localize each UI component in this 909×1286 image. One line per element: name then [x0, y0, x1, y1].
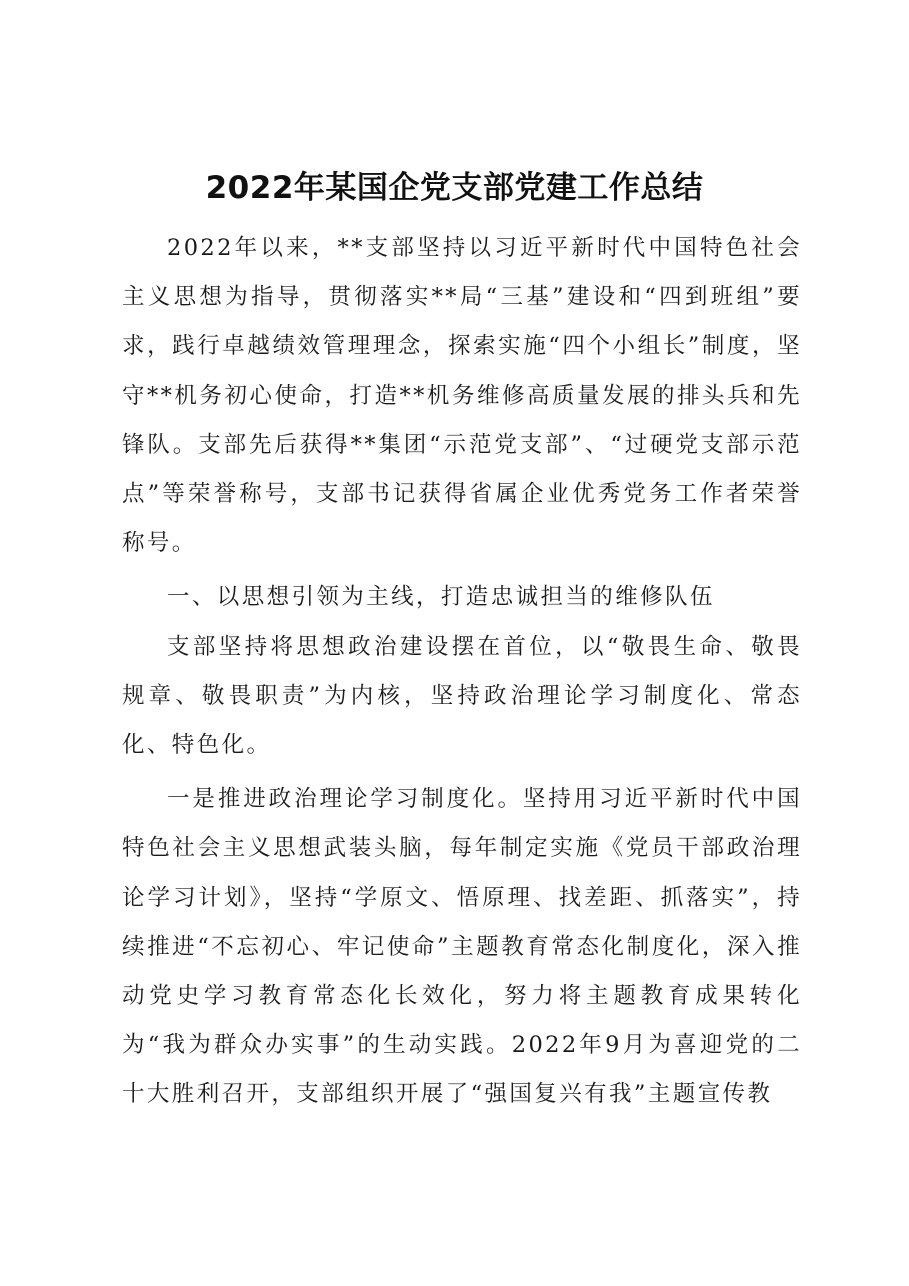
document-body [122, 224, 802, 1125]
section-1-paragraph: 支部坚持将思想政治建设摆在首位，以“敬畏生命、敬畏规章、敬畏职责”为内核，坚持政治理论学习制度化、常态化、特色化。 [122, 633, 802, 759]
document-title: 2022年某国企党支部党建工作总结 [205, 170, 704, 206]
intro-paragraph: 2022年以来，**支部坚持以习近平新时代中国特色社会主义思想为指导，贯彻落实**局“三基”建设和“四到班组”要求，践行卓越绩效管理理念，探索实施“四个小组长”制度，坚守**机务初心使命，打造**机务维修高质量发展的排头兵和先锋队。支部先后获得**集团“示范党支部”、“过硬党支部示范点”等荣誉称号，支部书记获得省属企业优秀党务工作者荣誉称号。 [122, 235, 802, 557]
section-1-point-1-paragraph: 一是推进政治理论学习制度化。坚持用习近平新时代中国特色社会主义思想武装头脑，每年制定实施《党员干部政治理论学习计划》，坚持“学原文、悟原理、找差距、抓落实”，持续推进“不忘初心、牢记使命”主题教育常态化制度化，深入推动党史学习教育常态化长效化，努力将主题教育成果转化为“我为群众办实事”的生动实践。2022年9月为喜迎党的二十大胜利召开，支部组织开展了“强国复兴有我”主题宣传教 [122, 786, 802, 1108]
section-heading-1: 一、以思想引领为主线，打造忠诚担当的维修队伍 [167, 584, 715, 611]
